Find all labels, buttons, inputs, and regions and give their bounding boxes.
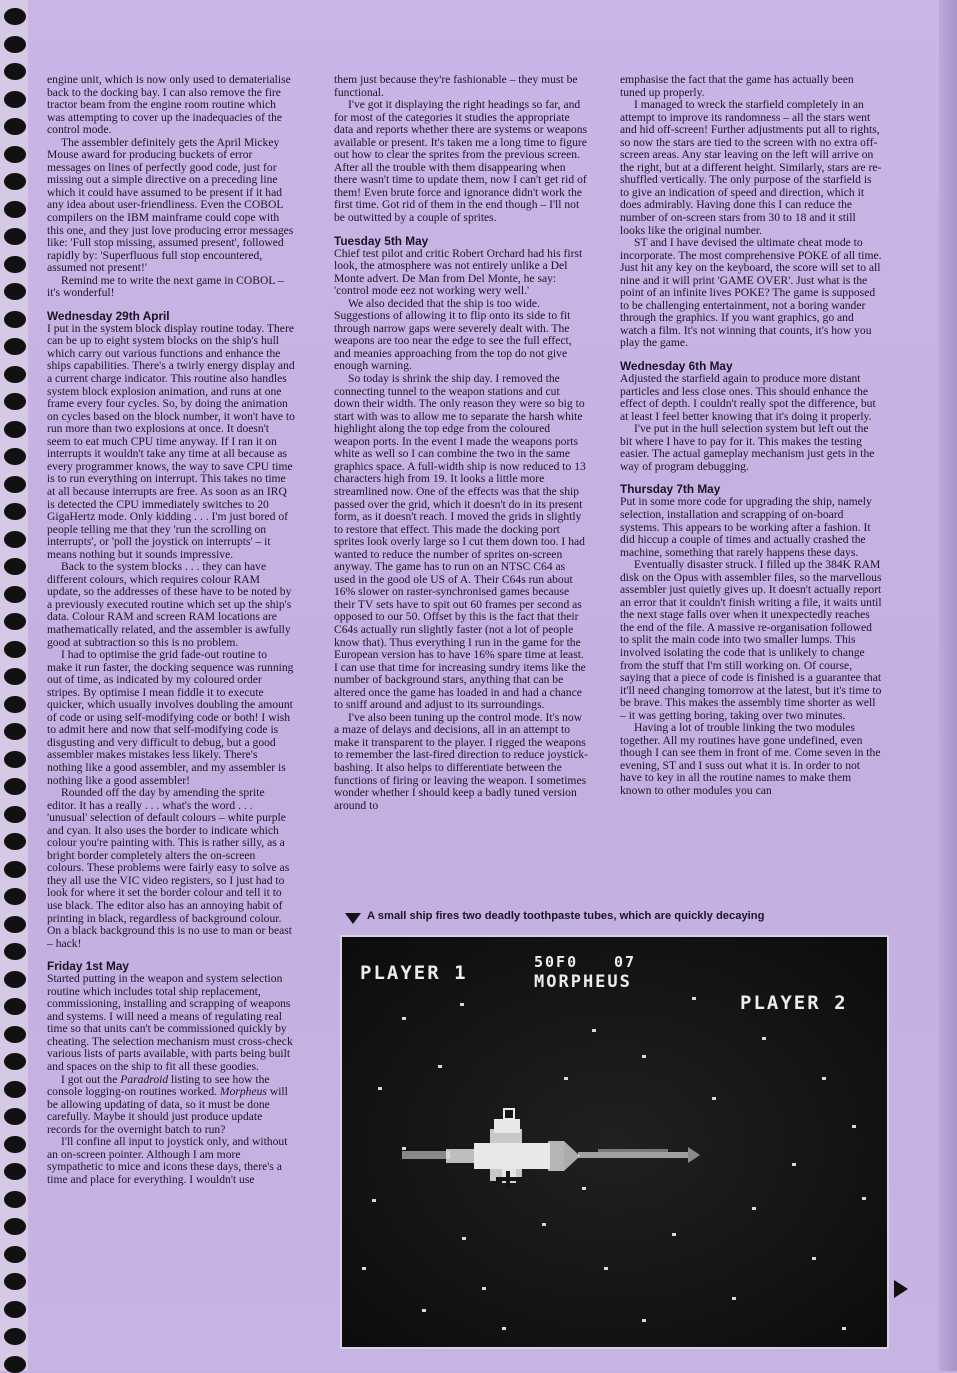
paragraph: I'll confine all input to joystick only, and without an on-screen pointer. Although I am more sympathetic to mice and icons these days, there's a time and place for everything. I wouldn't use: [47, 1135, 288, 1186]
star: [502, 1327, 506, 1330]
paragraph: them just because they're fashionable – they must be functional.: [334, 73, 578, 99]
binding-hole: [4, 943, 26, 960]
binding-hole: [4, 586, 26, 603]
paragraph: The assembler definitely gets the April Mickey Mouse award for producing buckets of error messages on lines of perfectly good code, just for missing out a simple directive on a preceding line which it could have assumed to be present if it had any idea about user-friendliness. Even the COBOL compilers on the IBM mainframe could cope with this one, and they just love producing error messages like: 'Full stop missing, assumed present', followed rapidly by: 'Superfluous full stop encountered, assumed not present!': [47, 135, 294, 275]
binding-hole: [4, 311, 26, 328]
caption-arrow-icon: [345, 913, 361, 924]
binding-hole: [4, 1328, 26, 1345]
binding-hole: [4, 1053, 26, 1070]
score-readout: 50F0: [534, 953, 579, 971]
paragraph: I've got it displaying the right headings so far, and for most of the categories it studies the appropriate data and reports whether there are systems or weapons available or present. It's taken me a long time to figure out how to clear the sprites from the previous screen. After all the trouble with them disappearing when there wasn't time to update them, now I can't get rid of them! Even brute force and ignorance didn't work the first time. Got rid of them in the end though – I'll not be outwitted by a couple of sprites.: [334, 98, 588, 225]
continue-arrow-icon: [894, 1280, 908, 1298]
binding-hole: [4, 63, 26, 80]
binding-hole: [4, 751, 26, 768]
binding-hole: [4, 1356, 26, 1373]
binding-hole: [4, 1246, 26, 1263]
binding-hole: [4, 91, 26, 108]
star: [822, 1077, 826, 1080]
binding-hole: [4, 283, 26, 300]
paragraph: Started putting in the weapon and system selection routine which includes total ship replacement, commissioning, installing and scrapping of weapons and systems. I will need a means of regulating real time so that units can't be commissioned quickly by cheating. The selection mechanism must cross-check various lists of parts available, with parts being built and spaces on the ship to fit all these goodies.: [47, 972, 293, 1074]
star: [842, 1327, 846, 1330]
game-screenshot: [340, 935, 889, 1349]
star: [460, 1003, 464, 1006]
star: [862, 1197, 866, 1200]
star: [402, 1017, 406, 1020]
binding-hole: [4, 1081, 26, 1098]
spiral-binding: [0, 0, 28, 1371]
star: [582, 1187, 586, 1190]
binding-hole: [4, 228, 26, 245]
binding-hole: [4, 1108, 26, 1125]
star: [438, 1065, 442, 1068]
binding-hole: [4, 8, 26, 25]
page-edge-shadow: [939, 0, 957, 1371]
star: [642, 1055, 646, 1058]
binding-hole: [4, 1218, 26, 1235]
binding-hole: [4, 338, 26, 355]
star: [762, 1037, 766, 1040]
binding-hole: [4, 916, 26, 933]
screenshot-caption: A small ship fires two deadly toothpaste tubes, which are quickly decaying: [367, 910, 765, 922]
binding-hole: [4, 1191, 26, 1208]
article-column-3: [620, 74, 882, 798]
paragraph: So today is shrink the ship day. I removed the connecting tunnel to the weapon stations and cut down their width. The only reason they were so big to start with was to allow me to separate the harsh white highlight along the top edge from the coloured weapon ports. In the event I made the weapons ports white as well so I can combine the two in the same graphics space. A full-width ship is now reduced to 13 characters high from 19. It looks a little more streamlined now. One of the effects was that the ship passed over the grid, which it doesn't do in its present form, as it doesn't reach. I moved the grids in slightly to restore that effect. This made the docking port sprites look overly large so I cut them down too. I had wanted to reduce the number of sprites on-screen anyway. The game has to run on an NTSC C64 as used in the good ole US of A. Their C64s run about 16% slower on raster-synchronised games because their TV sets have to spit out 60 frames per second as opposed to our 50. Offset by this is the fact that their C64s actually run slightly faster (not a lot of people know that). Thus everything I run in the game for the European version has to have 16% spare time at least. I can use that time for increasing sundry items like the number of background stars, anything that can be altered once the game has loaded in and had a chance to sniff around and adjust to its surroundings.: [334, 372, 586, 712]
paragraph: I put in the system block display routine today. There can be up to eight system blocks on the ship's hull which carry out various functions and enhance the ships capabilities. There's a twirly energy display and a current charge indicator. This routine also handles system block explosion animation, and runs at one frame every four cycles. So, by doing the animation on cycles based on the block number, it won't have to run more than two explosions at once. It doesn't seem to eat much CPU time anyway. If I ran it on interrupts it wouldn't take any time at all because as every programmer knows, the way to save CPU time is to run everything on interrupt. This takes no time at all because interrupts are free. As soon as an IRQ is detected the CPU immediately switches to 20 GigaHertz mode. Only kidding . . . I'm just bored of people telling me that they 'run the scrolling on interrupts', or 'poll the joystick on interrupts' – it means nothing but it sounds impressive.: [47, 321, 295, 561]
binding-hole: [4, 393, 26, 410]
paragraph: I got out the Paradroid listing to see how the console logging-on routines worked. Morpheus will be allowing updating of data, so it must be done carefully. Maybe it should just produce update records for the overnight batch to run?: [47, 1072, 288, 1136]
binding-hole: [4, 201, 26, 218]
binding-hole: [4, 531, 26, 548]
binding-hole: [4, 476, 26, 493]
game-title-morpheus: Morpheus: [219, 1085, 267, 1099]
paragraph: Chief test pilot and critic Robert Orchard had his first look, the atmosphere was not entirely unlike a Del Monte advert. De Man from Del Monte, he say: 'control mode eez not working wery well.': [334, 246, 583, 298]
article-column-1: [47, 74, 295, 1186]
diary-date-heading: Tuesday 5th May: [334, 233, 429, 248]
paragraph: We also decided that the ship is too wide. Suggestions of allowing it to flip onto its side to fit through narrow gaps were severely dealt with. The weapons are too near the edge to see the full effect, and meanies approaching from the top do not give enough warning.: [334, 296, 572, 373]
paragraph: Put in some more code for upgrading the ship, namely selection, installation and scrapping of on-board systems. This appears to be working after a fashion. It did hiccup a couple of times and actually crashed the machine, something that rarely happens these days.: [620, 495, 872, 559]
paragraph: Back to the system blocks . . . they can have different colours, which requires colour RAM update, so the addresses of these have to be noted by a previously executed routine which set up the ship's data. Colour RAM and screen RAM locations are mathematically related, and the assembler is awfully good at subtraction so this is no problem.: [47, 560, 292, 649]
binding-hole: [4, 613, 26, 630]
paragraph: ST and I have devised the ultimate cheat mode to incorporate. The most comprehensive POKE of all time. Just hit any key on the keyboard, the score will set to all nine and it will print 'GAME OVER'. Just what is the point of an infinite lives POKE? The game is supposed to be challenging entertainment, not a boring wander through the graphics. If you want graphics, go and watch a film. It's not winning that counts, it's how you play the game.: [620, 236, 882, 350]
binding-hole: [4, 1163, 26, 1180]
paragraph: Having a lot of trouble linking the two modules together. All my routines have gone undefined, even though I can see them in front of me. Come seven in the evening, ST and I suss out what it is. In order to not have to key in all the routine names to make them known to other modules you can: [620, 721, 881, 797]
player1-label: PLAYER 1: [360, 962, 468, 984]
star: [564, 1077, 568, 1080]
star: [812, 1257, 816, 1260]
diary-date-heading: Wednesday 29th April: [47, 308, 170, 323]
binding-hole: [4, 861, 26, 878]
star: [372, 1199, 376, 1202]
paragraph: emphasise the fact that the game has actually been tuned up properly.: [620, 73, 854, 99]
binding-hole: [4, 641, 26, 658]
star: [792, 1163, 796, 1166]
binding-hole: [4, 448, 26, 465]
star: [642, 1319, 646, 1322]
paragraph: Rounded off the day by amending the sprite editor. It has a really . . . what's the word . . . 'unusual' selection of default colours – white purple and cyan. It also uses the border to indicate which colour you're painting with. This is rather silly, as a bright border completely alters the on-screen colours. These problems were fairly easy to solve as they all use the VIC video registers, so I just had to look for where it set the border colour and tell it to use black. The editor also has an annoying habit of printing in black, regardless of background colour. On a black background this is no use to man or beast – hack!: [47, 786, 293, 950]
diary-date-heading: Thursday 7th May: [620, 482, 721, 497]
diary-date-heading: Friday 1st May: [47, 959, 129, 974]
binding-hole: [4, 1026, 26, 1043]
star: [852, 1125, 856, 1128]
binding-hole: [4, 778, 26, 795]
game-title-text: MORPHEUS: [534, 972, 632, 992]
star: [542, 1223, 546, 1226]
binding-hole: [4, 1136, 26, 1153]
binding-hole: [4, 146, 26, 163]
star: [672, 1233, 676, 1236]
binding-hole: [4, 173, 26, 190]
paragraph: Adjusted the starfield again to produce more distant particles and less close ones. This should enhance the effect of depth. I couldn't really spot the difference, but at least I feel better knowing that it's doing it properly.: [620, 372, 876, 423]
binding-hole: [4, 998, 26, 1015]
star: [402, 1147, 406, 1150]
game-screen-graphic: [342, 937, 887, 1347]
binding-hole: [4, 971, 26, 988]
diary-date-heading: Wednesday 6th May: [620, 359, 733, 374]
star: [422, 1309, 426, 1312]
binding-hole: [4, 256, 26, 273]
star: [692, 997, 696, 1000]
binding-hole: [4, 888, 26, 905]
binding-hole: [4, 421, 26, 438]
binding-hole: [4, 36, 26, 53]
star: [482, 1287, 486, 1290]
binding-hole: [4, 503, 26, 520]
star: [732, 1297, 736, 1300]
paragraph: Eventually disaster struck. I filled up the 384K RAM disk on the Opus with assembler files, so the marvellous assembler just quietly gives up. It doesn't actually report an error that it couldn't finish writing a file, it waits until the next stage falls over when it unexpectedly reaches the end of the file. A massive re-organisation followed to split the main code into two smaller lumps. This involved isolating the code that is unlikely to change from the stuff that I'm still working on. Of course, saying that a piece of code is finished is a guarantee that it'll need changing tomorrow at the latest, but it's time to be brave. This makes the assembly time shorter as well – it was getting boring, taking over two minutes.: [620, 558, 882, 722]
star: [752, 1207, 756, 1210]
paragraph: I've put in the hull selection system but left out the bit where I have to pay for it. This makes the testing easier. The actual gameplay mechanism just gets in the way of program debugging.: [620, 422, 875, 473]
binding-hole: [4, 668, 26, 685]
binding-hole: [4, 1273, 26, 1290]
binding-hole: [4, 696, 26, 713]
star: [378, 1087, 382, 1090]
binding-hole: [4, 366, 26, 383]
star: [362, 1267, 366, 1270]
binding-hole: [4, 118, 26, 135]
paragraph: I've also been tuning up the control mode. It's now a maze of delays and decisions, all in an attempt to make it transparent to the player. I rigged the weapons to remember the last-fired direction to reduce joystick-bashing. It also helps to differentiate between the functions of firing or leaving the weapon. I sometimes wonder whether I should keep a badly tuned version around to: [334, 710, 588, 812]
star: [592, 1029, 596, 1032]
paragraph: I had to optimise the grid fade-out routine to make it run faster, the docking sequence was running out of time, as indicated by my coloured order stripes. By optimise I mean fiddle it to execute quicker, which usually involves doubling the amount of code or using self-modifying code or both! I wish to admit here and now that self-modifying code is disgusting and very difficult to debug, but a good assembler makes mistakes less likely. There's nothing like a good assembler, and my assembler is nothing like a good assembler!: [47, 648, 294, 787]
article-column-2: [334, 74, 588, 812]
star: [712, 1097, 716, 1100]
lives-readout: 07: [614, 953, 637, 971]
star: [462, 1237, 466, 1240]
star: [604, 1267, 608, 1270]
binding-hole: [4, 558, 26, 575]
player2-label: PLAYER 2: [740, 992, 848, 1014]
game-title-paradroid: Paradroid: [120, 1072, 169, 1086]
binding-hole: [4, 723, 26, 740]
paragraph: engine unit, which is now only used to dematerialise back to the docking bay. I can also remove the fire tractor beam from the engine room routine which was attempting to cover up the inadequacies of the control mode.: [47, 73, 291, 137]
paragraph: Remind me to write the next game in COBOL – it's wonderful!: [47, 273, 284, 300]
binding-hole: [4, 806, 26, 823]
binding-hole: [4, 833, 26, 850]
paragraph: I managed to wreck the starfield completely in an attempt to improve its randomness – all the stars went and hid off-screen! Further adjustments put all to rights, so now the stars are tied to the screen with no extra off-screen areas. Any star leaving on the left will arrive on the right, but at a different height. Similarly, stars are re-shuffled vertically. The only purpose of the starfield is to give an indication of speed and direction, which it does admirably. Having done this I can reduce the number of on-screen stars from 30 to 18 and it still looks like the original number.: [620, 98, 882, 237]
binding-hole: [4, 1301, 26, 1318]
